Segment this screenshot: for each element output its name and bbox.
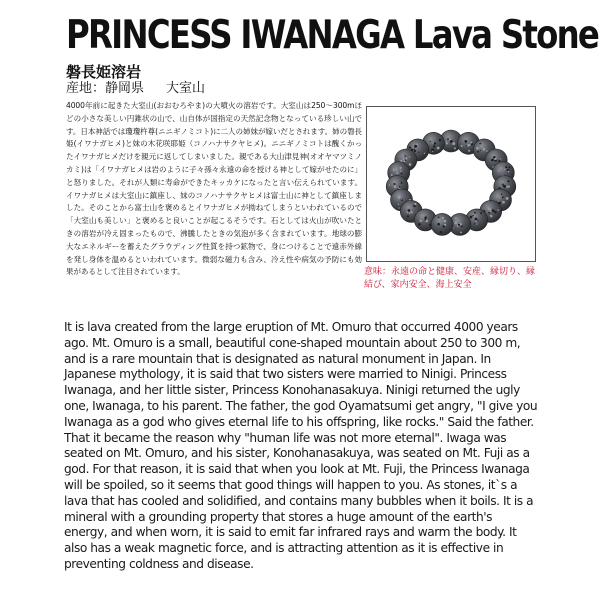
- english-description: It is lava created from the large eruption of Mt. Omuro that occurred 4000 years ago. Mt. Omuro is a small, beautiful cone-shaped mountain about 250 to 300 m, and is a rare mountain that is designated as natural monument in Japan. In Japanese mythology, it is said that two sisters were married to Ninigi. Princess Iwanaga, and her little sister, Princess Konohanasakuya. Ninigi returned the ugly one, Iwanaga, to his parent. The father, the god Oyamatsumi get angry, "I give you Iwanaga as a god who gives eternal life to his offspring, like rocks." Said the father. That it became the reason why "human life was not more eternal". Iwaga was seated on Mt. Omuro, and his sister, Konohanasakuya, was seated on Mt. Fuji as a god. For that reason, it is said that when you look at Mt. Fuji, the Princess Iwanaga will be spoiled, so it seems that good things will happen to you. As stones, it`s a lava that has cooled and solidified, and contains many bubbles when it boils. It is a mineral with a grounding property that stores a huge amount of the earth's energy, and when worn, it is said to emit far infrared rays and warm the body. It also has a weak magnetic force, and is attracting attention as it is effective in preventing coldness and disease.: [64, 320, 538, 571]
- bead-pore: [418, 152, 419, 153]
- bead-pore: [414, 148, 415, 149]
- bead-pore: [454, 147, 456, 149]
- bead-pore: [461, 145, 463, 147]
- bead-pore: [488, 212, 490, 214]
- bead-pore: [403, 159, 405, 161]
- bead-pore: [431, 148, 434, 151]
- bead-pore: [458, 224, 460, 226]
- bead-pore: [467, 144, 470, 147]
- bead-pore: [508, 171, 510, 173]
- bead-pore: [506, 197, 509, 200]
- bead-pore: [470, 216, 473, 219]
- bead-pore: [474, 223, 475, 224]
- bead-pore: [472, 215, 474, 217]
- bead-pore: [498, 160, 500, 162]
- bead-pore: [411, 212, 413, 214]
- bead-pore: [409, 163, 412, 166]
- bead-pore: [440, 231, 442, 233]
- bead-pore: [494, 211, 496, 213]
- bead-pore: [420, 220, 422, 222]
- bead-pore: [476, 223, 477, 224]
- stone-name-japanese: 磐長姫溶岩: [66, 63, 142, 81]
- bead-pore: [504, 169, 505, 170]
- bead-pore: [400, 170, 402, 172]
- bead-pore: [446, 142, 448, 144]
- bead-pore: [425, 219, 427, 221]
- bead-pore: [468, 150, 470, 152]
- bead-pore: [498, 170, 499, 171]
- bead-pore: [418, 223, 421, 226]
- bead-pore: [480, 150, 481, 151]
- bead-pore: [401, 199, 402, 200]
- bead-pore: [394, 186, 397, 189]
- bead-pore: [465, 140, 468, 143]
- bead-pore: [409, 156, 410, 157]
- origin-place: 大室山: [166, 81, 206, 96]
- bead-pore: [409, 146, 411, 148]
- bead-pore: [474, 212, 476, 214]
- bead-pore: [455, 222, 458, 225]
- bead-pore: [502, 201, 505, 204]
- bead-pore: [437, 147, 440, 150]
- bead-pore: [434, 142, 436, 144]
- bead-pore: [488, 208, 491, 211]
- bead-pore: [455, 217, 457, 219]
- bead-pore: [389, 184, 390, 185]
- bead-pore: [432, 151, 433, 152]
- bead-pore: [479, 143, 481, 145]
- bead-pore: [474, 218, 477, 221]
- bead-pore: [393, 169, 395, 171]
- bead-pore: [413, 205, 415, 207]
- bead-pore: [443, 225, 445, 227]
- bead-pore: [492, 209, 495, 212]
- bead-pore: [447, 138, 449, 140]
- bead-pore: [499, 197, 500, 198]
- bead-pore: [486, 150, 488, 152]
- bead-pore: [406, 158, 408, 160]
- bead-pore: [399, 207, 400, 208]
- bead-pore: [506, 186, 507, 187]
- bead-pore: [501, 193, 503, 195]
- bead-pore: [430, 141, 431, 142]
- bead-pore: [480, 212, 482, 214]
- bead-pore: [477, 220, 478, 221]
- bead-pore: [404, 155, 406, 157]
- bead-pore: [401, 182, 403, 184]
- bead-pore: [507, 180, 509, 182]
- bead-pore: [438, 217, 440, 219]
- bead-pore: [396, 172, 398, 174]
- product-photo: [366, 106, 536, 262]
- bead-pore: [398, 204, 399, 205]
- bead-pore: [397, 186, 398, 187]
- bead-pore: [446, 141, 447, 142]
- bead-pore: [460, 231, 462, 233]
- bead-pore: [393, 183, 395, 185]
- bead-pore: [395, 170, 396, 171]
- bead-pore: [424, 218, 425, 219]
- bead-pore: [405, 160, 406, 161]
- origin-line: [66, 81, 205, 97]
- bead-pore: [403, 160, 405, 162]
- bead-pore: [477, 151, 479, 153]
- bead-pore: [401, 173, 403, 175]
- bead-pore: [442, 217, 444, 219]
- bead: [431, 213, 453, 235]
- bead-pore: [497, 209, 499, 211]
- bead-pore: [476, 147, 479, 150]
- page-title: PRINCESS IWANAGA Lava Stone: [66, 13, 599, 58]
- bead-pore: [424, 153, 425, 154]
- bead-pore: [490, 211, 491, 212]
- bead-pore: [414, 150, 416, 152]
- bead-pore: [439, 139, 442, 142]
- japanese-description: 4000年前に起きた大室山(おおむろやま)の大噴火の溶岩です。大室山は250～300mほどの小さな美しい円錐状の山で、山自体が国指定の天然記念物となっている珍しい山です。日本神話では瓊瓊杵尊(ニニギノミコト)に二人の姉妹が嫁いだとされます。姉の磐長姫(イワナガヒメ)と妹の木花咲耶姫（コノハナサクヤヒメ)。ニニギノミコトは醜くかったイワナガヒメだけを親元に返してしまいました。親である大山津見神(オオヤマツミノカミ)は「イワナガヒメは岩のように子々孫々永遠の命を授ける神として嫁がせたのに」と怒りました。それが人類に寿命ができたキッカケになったと言い伝えられています。イワナガヒメは大室山に鎮座し、妹のコノハナサクヤヒメは富士山に神として鎮座しました。そのことから富士山を褒めるとイワナガヒメが拗ねてしまうといわれているので「大室山も美しい」と褒めると良いことが起こるそうです。石としては火山が吹いたときの溶岩が冷え固まったもので、沸騰したときの気泡が多く含まれています。地球の膨大なエネルギーを蓄えたグラウディング性質を持つ鉱物で、身につけることで遠赤外線を発し身体を温めるといわれています。微弱な磁力も含み、冷え性や病気の予防にも効果があるとして注目されています。: [66, 101, 362, 277]
- bead-pore: [407, 211, 409, 213]
- bead-pore: [452, 142, 455, 145]
- bead-pore: [509, 166, 511, 168]
- bead-pore: [391, 174, 393, 176]
- bracelet-image: [367, 107, 535, 261]
- bead-pore: [494, 158, 496, 160]
- bead-pore: [407, 215, 409, 217]
- bead-pore: [505, 166, 507, 168]
- bead-pore: [500, 158, 501, 159]
- bead-pore: [470, 142, 472, 144]
- bead-pore: [443, 220, 446, 223]
- bead-pore: [491, 159, 494, 162]
- bead-pore: [490, 215, 491, 216]
- bead-pore: [400, 167, 402, 169]
- bead-pore: [414, 145, 417, 148]
- bead-pore: [398, 196, 401, 199]
- bead-pore: [433, 145, 435, 147]
- meaning-text: 意味：永遠の命と健康、安産、縁切り、縁結び、家内安全、海上安全: [364, 267, 536, 290]
- bead-pore: [483, 148, 485, 150]
- origin-label: 産地：静岡県: [66, 81, 145, 96]
- bead-pore: [437, 223, 440, 226]
- bead-pore: [409, 212, 411, 214]
- bead-pore: [503, 185, 505, 187]
- bead-pore: [450, 140, 453, 143]
- bead-pore: [502, 196, 504, 198]
